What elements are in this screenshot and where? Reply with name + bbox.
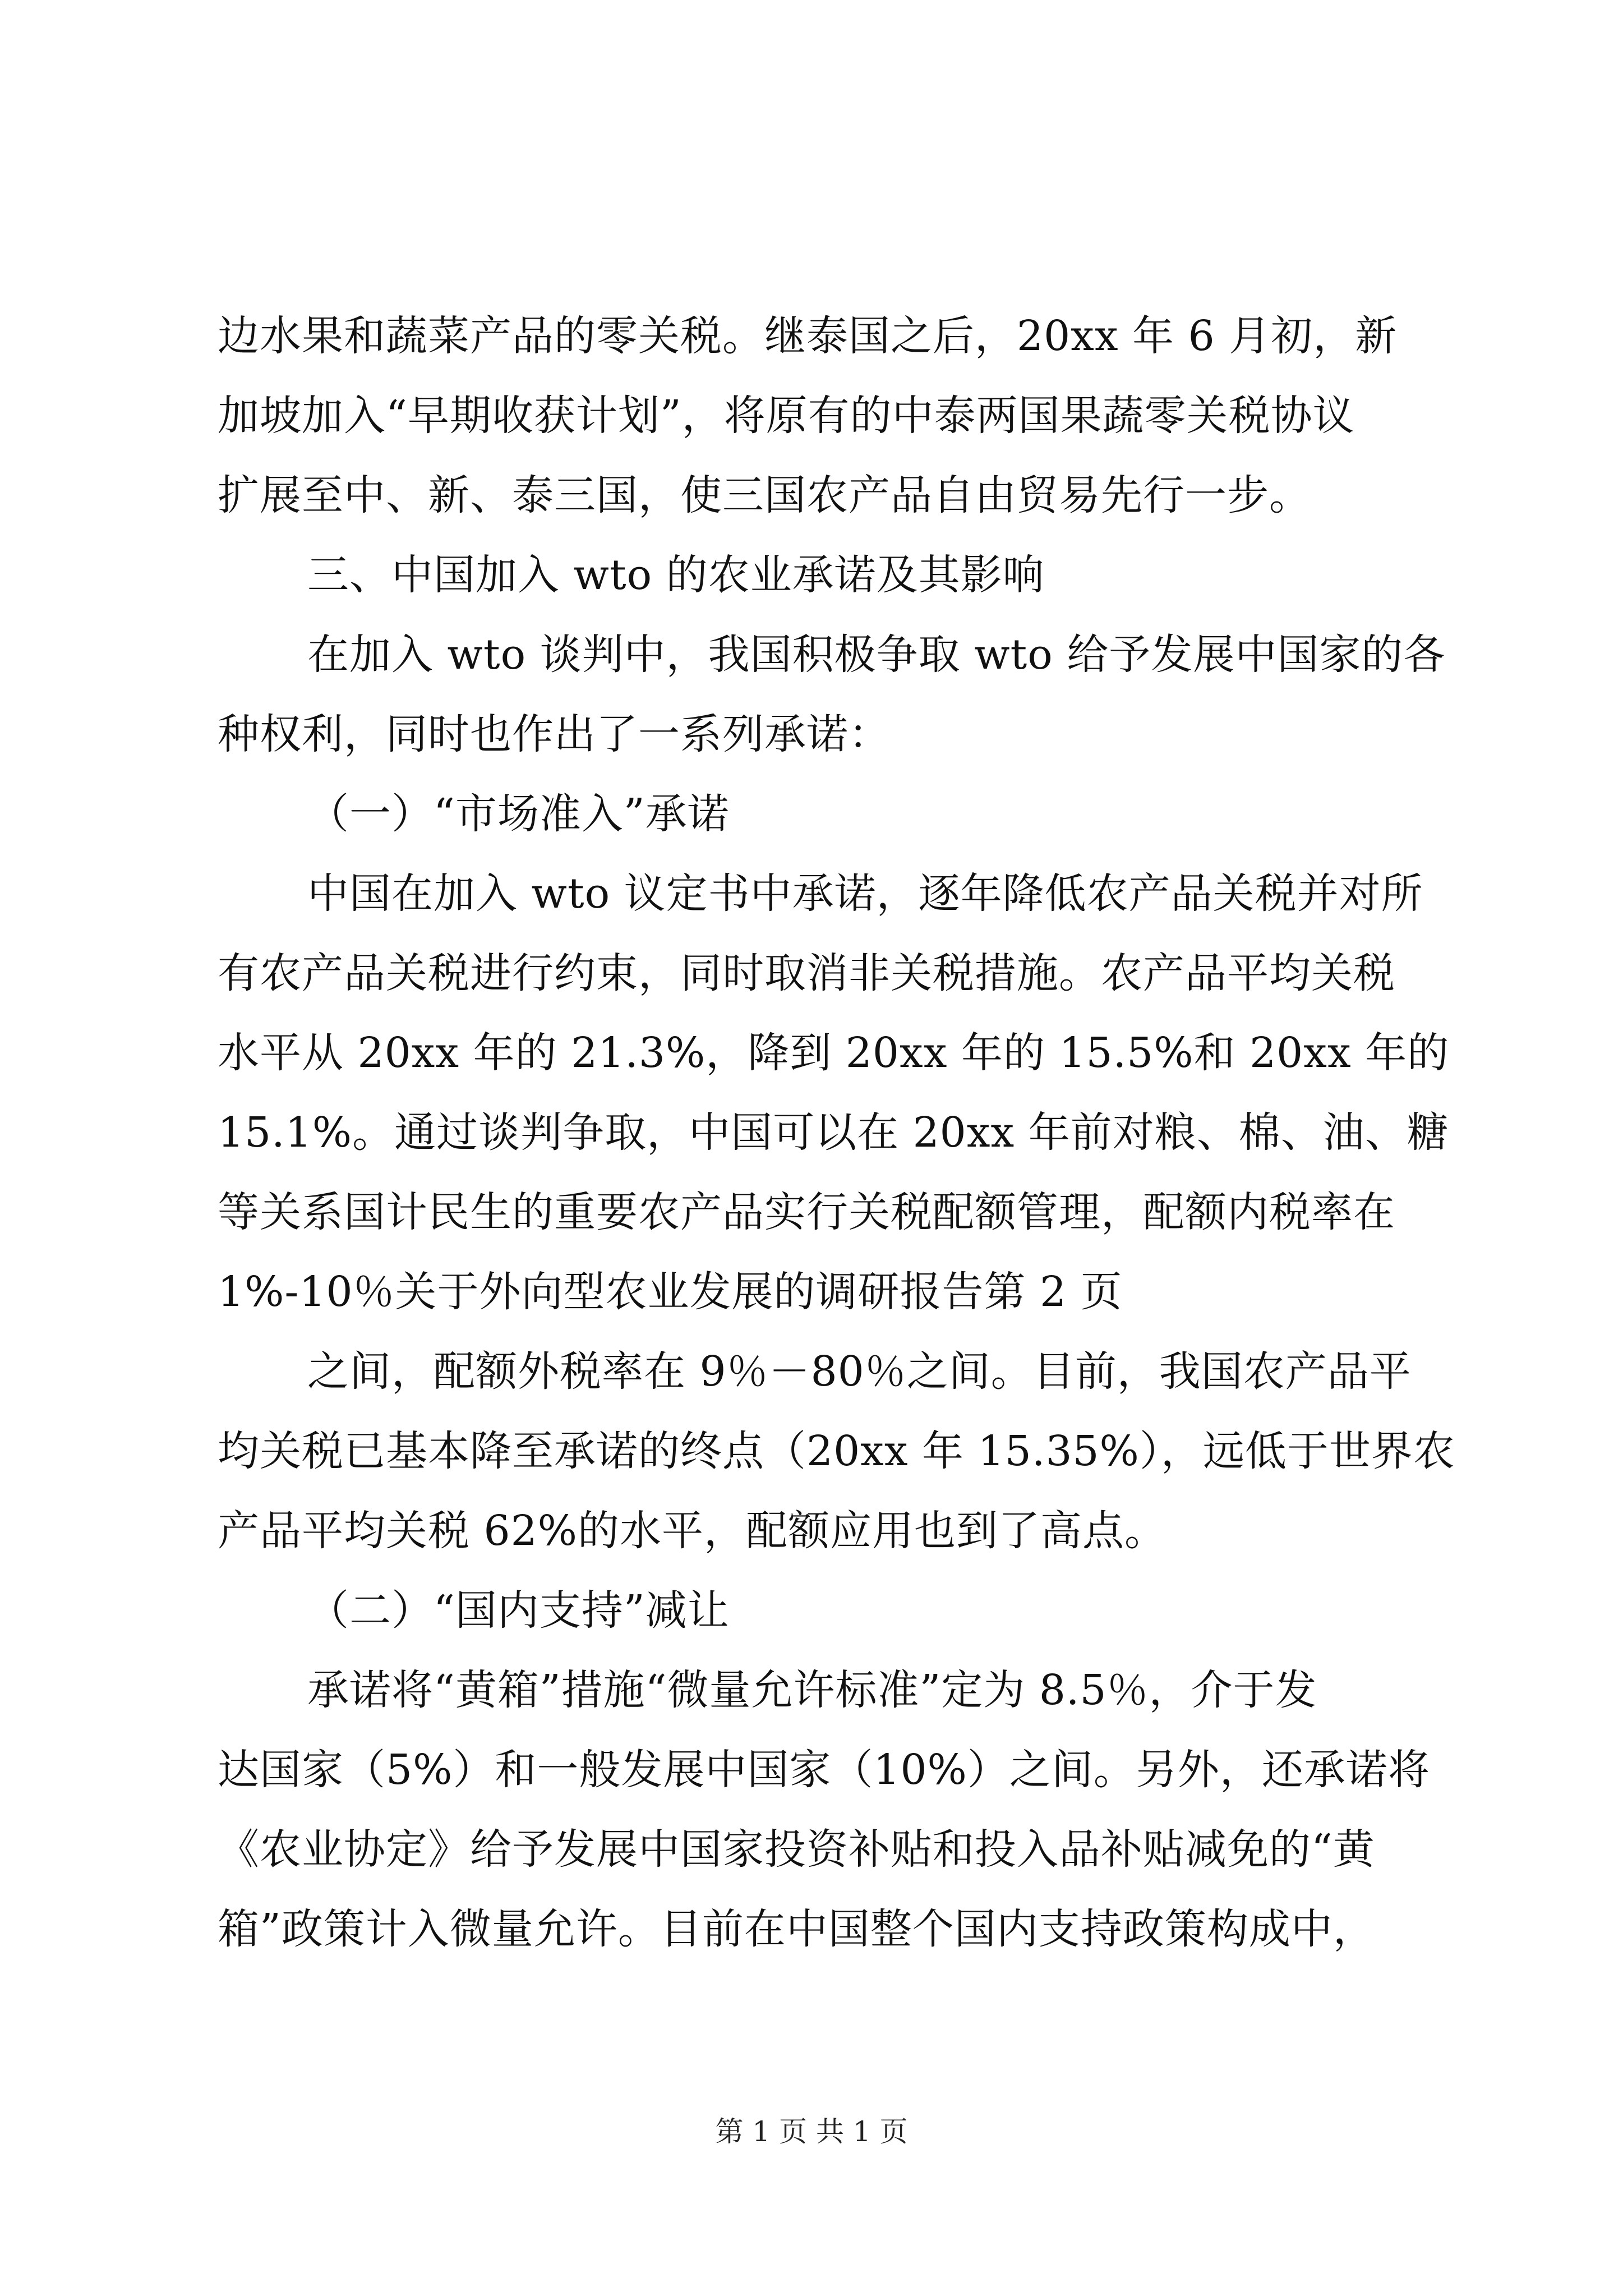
subsection-heading: （一）“市场准入”承诺 (307, 790, 730, 838)
text-line: 水平从 20xx 年的 21.3%，降到 20xx 年的 15.5%和 20xx 年的 (218, 1029, 1450, 1077)
text-line: 箱”政策计入微量允许。目前在中国整个国内支持政策构成中， (218, 1905, 1375, 1953)
text-line: 边水果和蔬菜产品的零关税。继泰国之后，20xx 年 6 月初，新 (218, 312, 1398, 360)
text-line: 种权利，同时也作出了一系列承诺： (218, 710, 891, 758)
text-line: 1%-10％关于外向型农业发展的调研报告第 2 页 (218, 1268, 1123, 1316)
text-line: 中国在加入 wto 议定书中承诺，逐年降低农产品关税并对所 (307, 869, 1423, 918)
text-line: 加坡加入“早期收获计划”，将原有的中泰两国果蔬零关税协议 (218, 392, 1355, 440)
text-line: 有农产品关税进行约束，同时取消非关税措施。农产品平均关税 (218, 949, 1395, 997)
text-line: 在加入 wto 谈判中，我国积极争取 wto 给予发展中国家的各 (307, 631, 1446, 679)
document-body (218, 296, 1455, 1969)
text-line: 等关系国计民生的重要农产品实行关税配额管理，配额内税率在 (218, 1188, 1395, 1236)
text-line: 承诺将“黄箱”措施“微量允许标准”定为 8.5％，介于发 (307, 1666, 1317, 1714)
text-line: 之间，配额外税率在 9％－80％之间。目前，我国农产品平 (307, 1347, 1412, 1396)
section-heading: 三、中国加入 wto 的农业承诺及其影响 (307, 551, 1045, 599)
text-line: 扩展至中、新、泰三国，使三国农产品自由贸易先行一步。 (218, 471, 1311, 519)
text-line: 15.1%。通过谈判争取，中国可以在 20xx 年前对粮、棉、油、糖 (218, 1108, 1449, 1157)
text-line: 均关税已基本降至承诺的终点（20xx 年 15.35%），远低于世界农 (218, 1427, 1455, 1475)
text-line: 《农业协定》给予发展中国家投资补贴和投入品补贴减免的“黄 (218, 1825, 1375, 1874)
subsection-heading: （二）“国内支持”减让 (307, 1586, 730, 1635)
page-footer: 第 1 页 共 1 页 (715, 2115, 908, 2148)
text-line: 达国家（5%）和一般发展中国家（10%）之间。另外，还承诺将 (218, 1746, 1430, 1794)
text-line: 产品平均关税 62%的水平，配额应用也到了高点。 (218, 1507, 1166, 1555)
